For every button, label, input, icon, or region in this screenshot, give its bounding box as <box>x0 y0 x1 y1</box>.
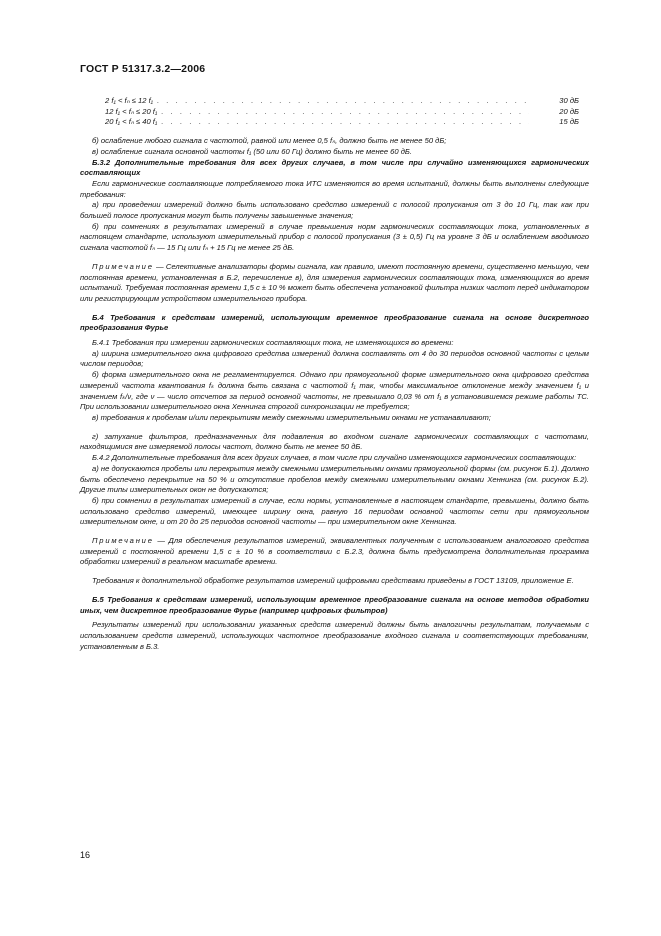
section-b41-intro: Б.4.1 Требования при измерении гармонических составляющих тока, не изменяющихся во времени: <box>92 338 454 348</box>
note-1-body: — Селективные анализаторы формы сигнала, как правило, имеют постоянную времени, существенно меньшую, чем постоянная времени, установленная в Б.2, перечисление в), для измерения гармонических составляющих тока, изменяющихся во время испытаний. Требуемая постоянная времени 1,5 с ± 10 % может быть обеспечена установкой фильтра низких частот перед индикатором или регистрирующим устройством измерительного прибора. <box>80 261 589 303</box>
section-b32-intro: Если гармонические составляющие потребляемого тока ИТС изменяются во время испытаний, должны быть выполнены следующие требования: <box>80 178 589 199</box>
section-b41-item-g: г) затухание фильтров, предназначенных для подавления во входном сигнале гармонических составляющих с частотами, находящимися вне измеряемой полосы частот, должно быть не менее 50 дБ. <box>80 431 589 452</box>
note-1 <box>80 262 589 305</box>
limit-row-value: 30 дБ <box>559 96 579 105</box>
limit-row <box>80 96 589 107</box>
item-v-attenuation: в) ослабление сигнала основной частоты f₁ (50 или 60 Гц) должно быть не менее 60 дБ. <box>92 146 412 156</box>
section-b5-body: Результаты измерений при использовании указанных средств измерений должны быть аналогичны результатам, получаемым с использованием средств измерений, использующих частотное преобразование входного сигнала и соответствующих требованиям, установленным в Б.3. <box>80 620 589 651</box>
limit-row-label: 20 f₁ < fₙ ≤ 40 f₁ <box>105 117 158 127</box>
section-b42-item-a: а) не допускаются пробелы или перекрытия между смежными измерительными окнами прямоугольной формы (см. рисунок Б.1). Должно быть обеспечено перекрытие на 50 % и отсутствие пробелов между смежными измерительными окнами Хеннинга (см. рисунок Б.2). Другие типы измерительных окон не допускаются; <box>80 463 589 495</box>
note-2-label: Примечание <box>92 536 154 546</box>
section-b41-item-b: б) форма измерительного окна не регламентируется. Однако при прямоугольной форме измерительного окна цифрового средства измерений частота квантования fₖ должна быть связана с частотой f₁ так, чтобы максимальное отклонение между значением f₁ и значением fₖ/ν, где ν — число отсчетов за период основной частоты, не превышало 0,03 % от f₁ в установившемся режиме работы ТС. При использовании измерительного окна Хеннинга строгой синхронизации не требуется; <box>80 370 589 412</box>
document-body <box>80 96 589 652</box>
limit-row-value: 20 дБ <box>559 106 579 116</box>
section-b4-heading: Б.4 Требования к средствам измерений, использующим временное преобразование сигнала на основе дискретного преобразования Фурье <box>80 312 589 333</box>
limit-row-label: 12 f₁ < fₙ ≤ 20 f₁ <box>105 106 158 116</box>
section-b32-heading: Б.3.2 Дополнительные требования для всех других случаев, в том числе при случайно изменяющихся гармонических составляющих <box>80 157 589 178</box>
dot-leader <box>157 96 529 107</box>
dot-leader <box>161 107 529 118</box>
note-2-body: — Для обеспечения результатов измерений, эквивалентных полученным с использованием аналогового средства измерений с постоянной времени 1,5 с ± 10 % в соответствии с Б.2.3, должна быть предусмотрена дополнительная программа обработки измерений в реальном масштабе времени. <box>80 536 589 567</box>
limit-row-value: 15 дБ <box>559 117 579 127</box>
page-number: 16 <box>80 850 91 860</box>
note-1-label: Примечание <box>92 261 154 271</box>
section-b41-item-a: а) ширина измерительного окна цифрового средства измерений должна составлять от 4 до 30 периодов основной частоты с целым числом периодов; <box>80 348 589 369</box>
section-b41-item-v: в) требования к пробелам и/или перекрытиям между смежными измерительными окнами не устанавливают; <box>92 412 491 422</box>
dot-leader <box>161 117 529 128</box>
section-b42-item-b: б) при сомнении в результатах измерений в случае, если нормы, установленные в настоящем стандарте, превышены, должно быть использовано средство измерений, имеющее ширину окна, равную 16 периодам основной частоты сети при прямоугольном измерительном окне, и от 20 до 25 периодов основной частоты — при измерительном окне Хеннинга. <box>80 495 589 527</box>
section-b42-intro: Б.4.2 Дополнительные требования для всех других случаев, в том числе при случайно изменяющихся гармонических составляющих: <box>92 453 577 463</box>
page-header-title: ГОСТ Р 51317.3.2—2006 <box>80 63 206 75</box>
item-b-attenuation: б) ослабление любого сигнала с частотой, равной или менее 0,5 fₙ, должно быть не менее 50 дБ; <box>92 136 447 146</box>
limit-row <box>80 117 589 128</box>
section-b32-item-a: а) при проведении измерений должно быть использовано средство измерений с полосой пропускания от 3 до 10 Гц, так как при большей полосе пропускания могут быть получены завышенные значения; <box>80 200 589 221</box>
section-b32-item-b: б) при сомнениях в результатах измерений в случае превышения норм гармонических составляющих тока, установленных в настоящем стандарте, используют измерительный прибор с полосой пропускания (3 ± 0,5) Гц на уровне 3 дБ и ослаблением вводимого сигнала частотой fₙ — 15 Гц или fₙ + 15 Гц не менее 25 дБ. <box>80 221 589 253</box>
limit-row-label: 2 f₁ < fₙ ≤ 12 f₁ <box>105 96 154 105</box>
section-b42-requirements: Требования к дополнительной обработке результатов измерений цифровыми средствами приведены в ГОСТ 13109, приложение Е. <box>92 576 574 586</box>
section-b5-heading: Б.5 Требования к средствам измерений, использующим временное преобразование сигнала на основе методов обработки иных, чем дискретное преобразование Фурье (например цифровых фильтров) <box>80 594 589 615</box>
note-2 <box>80 536 589 568</box>
limit-row <box>80 107 589 118</box>
